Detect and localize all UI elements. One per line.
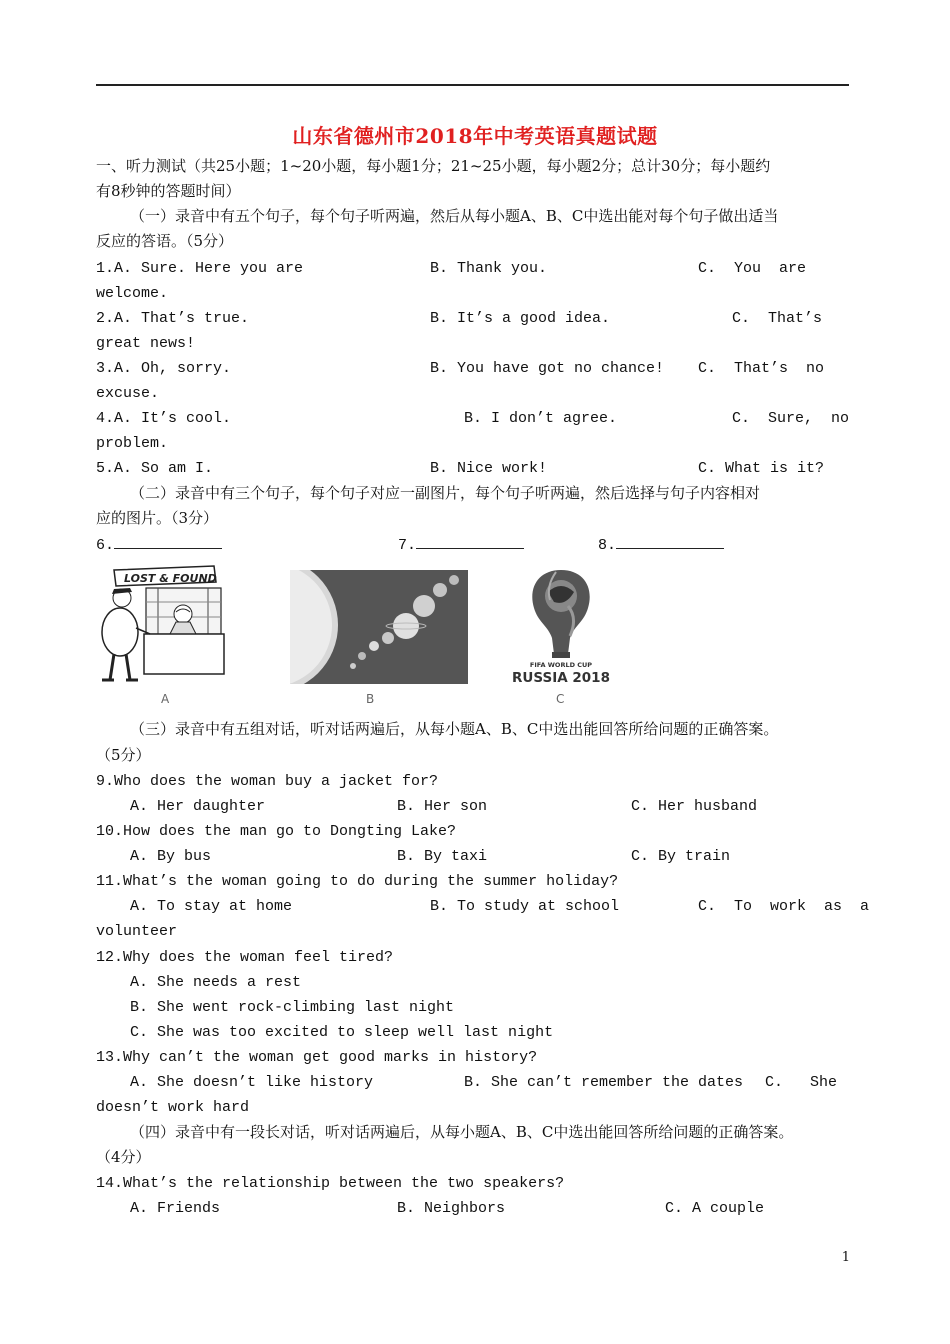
russia-2018-caption: RUSSIA 2018 — [512, 670, 610, 686]
q12-option-b: B. She went rock-climbing last night — [130, 999, 455, 1016]
part4-intro-line1: （四）录音中有一段长对话，听对话两遍后，从每小题A、B、C中选出能回答所给问题的正确答案。 — [130, 1123, 794, 1141]
q10-option-c: C. By train — [631, 848, 731, 865]
picture-c-world-cup-logo — [506, 566, 616, 686]
q3-option-b: B. You have got no chance! — [430, 360, 665, 377]
q3-option-c: C. That’s no — [698, 360, 825, 377]
q4-option-b: B. I don’t agree. — [464, 410, 618, 427]
q14-option-a: A. Friends — [130, 1200, 221, 1217]
q14-option-c: C. A couple — [665, 1200, 765, 1217]
q13-question: 13.Why can’t the woman get good marks in history? — [96, 1049, 538, 1066]
part4-intro-line2: （4分） — [96, 1148, 151, 1166]
q11-question: 11.What’s the woman going to do during the summer holiday? — [96, 873, 619, 890]
q4-option-a: 4.A. It’s cool. — [96, 410, 232, 427]
q1-option-c: C. You are — [698, 260, 807, 277]
q1-option-c-cont: welcome. — [96, 285, 169, 302]
q9-option-b: B. Her son — [397, 798, 488, 815]
q12-option-c: C. She was too excited to sleep well last night — [130, 1024, 554, 1041]
q2-option-c: C. That’s — [732, 310, 823, 327]
q10-option-b: B. By taxi — [397, 848, 488, 865]
q3-option-a: 3.A. Oh, sorry. — [96, 360, 232, 377]
header-rule — [96, 84, 849, 86]
q13-option-c-cont: doesn’t work hard — [96, 1099, 250, 1116]
q11-option-b: B. To study at school — [430, 898, 620, 915]
lost-found-sign-text: LOST & FOUND — [124, 572, 217, 585]
q14-option-b: B. Neighbors — [397, 1200, 506, 1217]
section-header-line1: 一、听力测试（共25小题；1~20小题，每小题1分；21~25小题，每小题2分；总计30分；每小题约 — [96, 157, 771, 175]
q9-question: 9.Who does the woman buy a jacket for? — [96, 773, 439, 790]
q2-option-c-cont: great news! — [96, 335, 196, 352]
part3-intro-line2: （5分） — [96, 746, 151, 764]
q11-option-c-cont: volunteer — [96, 923, 178, 940]
blank-8-label: 8. — [598, 537, 617, 554]
q1-option-a: 1.A. Sure. Here you are — [96, 260, 304, 277]
q5-option-a: 5.A. So am I. — [96, 460, 214, 477]
part1-intro-line2: 反应的答语。（5分） — [96, 232, 234, 250]
part3-intro-line1: （三）录音中有五组对话，听对话两遍后，从每小题A、B、C中选出能回答所给问题的正确答案。 — [130, 720, 779, 738]
q5-option-c: C. What is it? — [698, 460, 825, 477]
part1-intro-line1: （一）录音中有五个句子，每个句子听两遍，然后从每小题A、B、C中选出能对每个句子做出适当 — [130, 207, 779, 225]
q2-option-b: B. It’s a good idea. — [430, 310, 611, 327]
q14-question: 14.What’s the relationship between the two speakers? — [96, 1175, 565, 1192]
q10-question: 10.How does the man go to Dongting Lake? — [96, 823, 457, 840]
picture-b-label: B — [366, 692, 375, 706]
q1-option-b: B. Thank you. — [430, 260, 548, 277]
q13-option-b: B. She can’t remember the dates — [464, 1074, 744, 1091]
q13-option-a: A. She doesn’t like history — [130, 1074, 374, 1091]
q4-option-c-cont: problem. — [96, 435, 169, 452]
q5-option-b: B. Nice work! — [430, 460, 548, 477]
q12-question: 12.Why does the woman feel tired? — [96, 949, 394, 966]
world-cup-caption: FIFA WORLD CUP — [529, 661, 593, 669]
picture-c-label: C — [556, 692, 565, 706]
q3-option-c-cont: excuse. — [96, 385, 160, 402]
picture-a-label: A — [161, 692, 170, 706]
q9-option-a: A. Her daughter — [130, 798, 266, 815]
q2-option-a: 2.A. That’s true. — [96, 310, 250, 327]
page-title: 山东省德州市2018年中考英语真题试题 — [292, 124, 658, 148]
blank-6-label: 6. — [96, 537, 115, 554]
answer-blank-8 — [598, 532, 724, 558]
page-number: 1 — [841, 1250, 850, 1265]
section-header-line2: 有8秒钟的答题时间） — [96, 182, 241, 200]
answer-blank-6 — [96, 532, 222, 558]
q11-option-a: A. To stay at home — [130, 898, 293, 915]
blank-7-label: 7. — [398, 537, 417, 554]
q11-option-c: C. To work as a — [698, 898, 870, 915]
q10-option-a: A. By bus — [130, 848, 212, 865]
answer-blank-7 — [398, 532, 524, 558]
part2-intro-line2: 应的图片。（3分） — [96, 509, 219, 527]
picture-a-lost-and-found — [96, 562, 231, 687]
q9-option-c: C. Her husband — [631, 798, 758, 815]
picture-b-solar-system — [290, 570, 468, 684]
q12-option-a: A. She needs a rest — [130, 974, 302, 991]
q13-option-c: C. She — [765, 1074, 838, 1091]
part2-intro-line1: （二）录音中有三个句子，每个句子对应一副图片，每个句子听两遍，然后选择与句子内容相对 — [130, 484, 761, 502]
q4-option-c: C. Sure, no — [732, 410, 850, 427]
